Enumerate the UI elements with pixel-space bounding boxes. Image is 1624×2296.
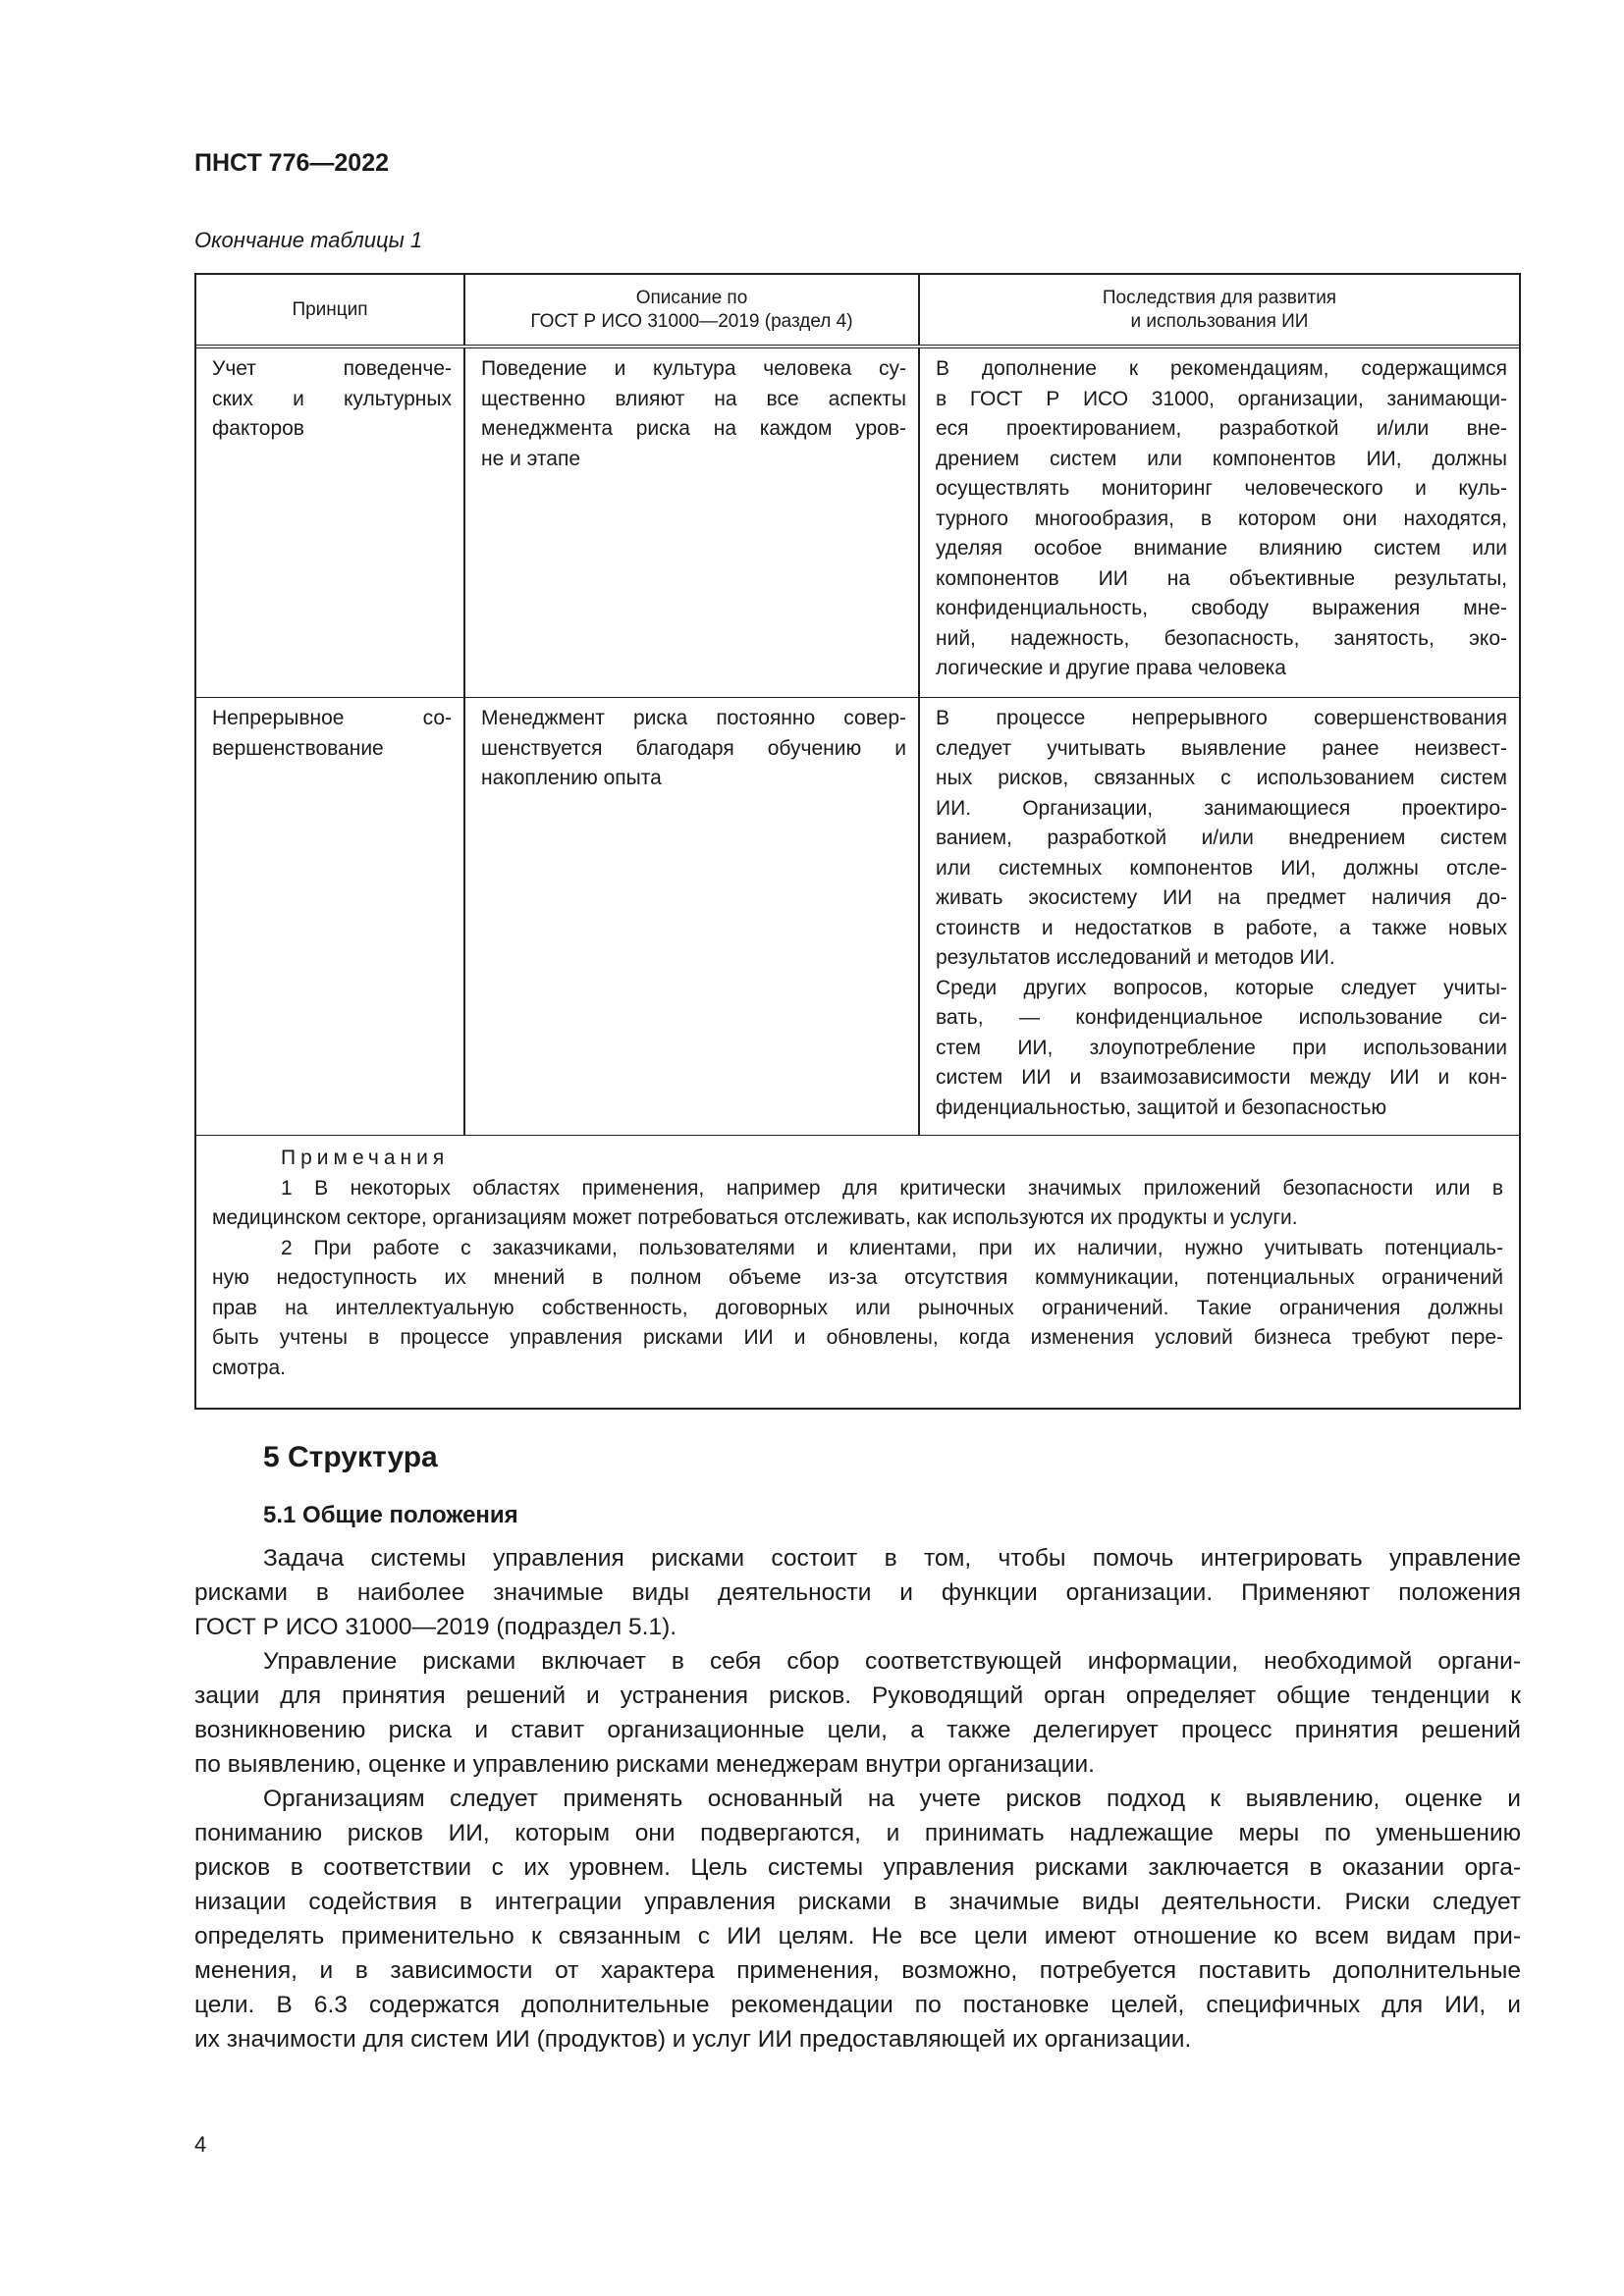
section-heading: 5 Структура [263, 1441, 438, 1473]
subsection-heading: 5.1 Общие положения [263, 1502, 518, 1528]
cell-consequences [920, 348, 1519, 697]
text-line: стем ИИ, злоупотребление при использовании [936, 1036, 1507, 1059]
text-line: быть учтены в процессе управления рисками ИИ и обновлены, когда изменения условий бизнеса требуют пере- [212, 1326, 1503, 1349]
cell-description [465, 698, 920, 1135]
text-line: вершенствование [212, 736, 384, 760]
text-line: Среди других вопросов, которые следует учиты- [936, 976, 1507, 999]
text-line: ванием, разработкой и/или внедрением систем [936, 827, 1507, 849]
text-line: Принцип [292, 298, 368, 320]
text-line: фиденциальностью, защитой и безопасностью [936, 1095, 1387, 1119]
text-line: еся проектированием, разработкой и/или вне- [936, 417, 1507, 440]
header-consequences [920, 275, 1519, 345]
table-caption: Окончание таблицы 1 [194, 228, 423, 252]
text-line: Поведение и культура человека су- [481, 357, 906, 380]
page-number: 4 [194, 2132, 207, 2157]
text-line: Описание по [635, 287, 748, 308]
text-line: Учет поведенче- [212, 357, 452, 380]
text-line: медицинском секторе, организациям может потребоваться отслеживать, как используются их продукты и услуги. [212, 1206, 1298, 1229]
text-line: ГОСТ Р ИСО 31000—2019 (подраздел 5.1). [194, 1614, 677, 1640]
text-line: рисками в наиболее значимые виды деятельности и функции организации. Применяют положения [194, 1579, 1521, 1606]
text-line: или системных компонентов ИИ, должны отсле- [936, 856, 1507, 880]
cell-principle [196, 348, 465, 697]
text-line: прав на интеллектуальную собственность, договорных или рыночных ограничений. Такие ограничения должны [212, 1296, 1503, 1319]
principles-table [194, 273, 1521, 1410]
text-line: Задача системы управления рисками состоит в том, чтобы помочь интегрировать управление [263, 1545, 1521, 1572]
text-line: результатов исследований и методов ИИ. [936, 946, 1335, 969]
header-principle [196, 275, 465, 345]
text-line: Организациям следует применять основанный на учете рисков подход к выявлению, оценке и [263, 1786, 1521, 1812]
paragraph [194, 1644, 1521, 1782]
text-line: ных рисков, связанных с использованием систем [936, 767, 1507, 789]
text-line: уделяя особое внимание влиянию систем или [936, 537, 1507, 560]
text-line: В дополнение к рекомендациям, содержащимся [936, 357, 1507, 380]
text-line: осуществлять мониторинг человеческого и куль- [936, 477, 1507, 500]
header-description [465, 275, 920, 345]
text-line: менеджмента риска на каждом уров- [481, 417, 906, 440]
table-header-row [196, 275, 1519, 348]
paragraph [194, 1541, 1521, 1644]
notes-title: Примечания [281, 1147, 450, 1169]
text-line: пониманию рисков ИИ, которым они подвергаются, и принимать надлежащие меры по уменьшению [194, 1820, 1521, 1846]
text-line: турного многообразия, в котором они находятся, [936, 507, 1507, 530]
paragraph [194, 1782, 1521, 2056]
text-line: накоплению опыта [481, 767, 662, 789]
table-row [196, 698, 1519, 1136]
text-line: логические и другие права человека [936, 657, 1286, 679]
note-item [212, 1234, 1503, 1384]
text-line: дрением систем или компонентов ИИ, должны [936, 447, 1507, 470]
text-line: следует учитывать выявление ранее неизвест- [936, 736, 1507, 760]
text-line: ИИ. Организации, занимающиеся проектиро- [936, 796, 1507, 820]
text-line: ную недоступность их мнений в полном объеме из-за отсутствия коммуникации, потенциальных ограничений [212, 1266, 1503, 1289]
text-line: шенствуется благодаря обучению и [481, 736, 906, 760]
cell-consequences [920, 698, 1519, 1135]
text-line: и использования ИИ [1130, 310, 1309, 332]
text-line: компонентов ИИ на объективные результаты, [936, 566, 1507, 590]
text-line: Непрерывное со- [212, 707, 452, 729]
text-line: щественно влияют на все аспекты [481, 387, 906, 410]
text-line: стоинств и недостатков в работе, а также новых [936, 916, 1507, 939]
text-line: зации для принятия решений и устранения рисков. Руководящий орган определяет общие тенденции к [194, 1682, 1521, 1709]
text-line: в ГОСТ Р ИСО 31000, организации, занимающи- [936, 387, 1507, 410]
text-line: по выявлению, оценке и управлению рисками менеджерам внутри организации. [194, 1751, 1095, 1778]
text-line: 2 При работе с заказчиками, пользователями и клиентами, при их наличии, нужно учитывать потенциаль- [281, 1236, 1503, 1259]
text-line: Управление рисками включает в себя сбор соответствующей информации, необходимой органи- [263, 1648, 1521, 1675]
text-line: 1 В некоторых областях применения, например для критически значимых приложений безопасности или в [281, 1176, 1503, 1200]
text-line: ний, надежность, безопасность, занятость, эко- [936, 626, 1507, 650]
text-line: цели. В 6.3 содержатся дополнительные рекомендации по постановке целей, специфичных для ИИ, и [194, 1992, 1521, 2018]
text-line: факторов [212, 417, 304, 440]
text-line: конфиденциальность, свободу выражения мне- [936, 597, 1507, 619]
text-line: низации содействия в интеграции управления рисками в значимые виды деятельности. Риски следует [194, 1889, 1521, 1915]
table-row [196, 348, 1519, 698]
section-body [194, 1541, 1521, 2056]
cell-description [465, 348, 920, 697]
text-line: их значимости для систем ИИ (продуктов) и услуг ИИ предоставляющей их организации. [194, 2026, 1192, 2053]
document-code: ПНСТ 776—2022 [194, 149, 389, 177]
text-line: Последствия для развития [1102, 287, 1337, 308]
text-line: менения, и в зависимости от характера применения, возможно, потребуется поставить дополнительные [194, 1957, 1521, 1984]
text-line: вать, — конфиденциальное использование си- [936, 1006, 1507, 1029]
text-line: ских и культурных [212, 387, 452, 410]
text-line: возникновению риска и ставит организационные цели, а также делегирует процесс принятия решений [194, 1717, 1521, 1743]
text-line: В процессе непрерывного совершенствования [936, 707, 1507, 729]
text-line: ГОСТ Р ИСО 31000—2019 (раздел 4) [530, 310, 853, 332]
text-line: не и этапе [481, 447, 581, 470]
text-line: рисков в соответствии с их уровнем. Цель системы управления рисками заключается в оказании орга- [194, 1854, 1521, 1881]
table-notes [196, 1136, 1519, 1408]
text-line: Менеджмент риска постоянно совер- [481, 707, 906, 729]
text-line: систем ИИ и взаимозависимости между ИИ и кон- [936, 1066, 1507, 1089]
text-line: живать экосистему ИИ на предмет наличия до- [936, 886, 1507, 909]
text-line: определять применительно к связанным с ИИ целям. Не все цели имеют отношение ко всем видам при- [194, 1923, 1521, 1949]
note-item [212, 1174, 1503, 1234]
text-line: смотра. [212, 1356, 286, 1379]
cell-principle [196, 698, 465, 1135]
